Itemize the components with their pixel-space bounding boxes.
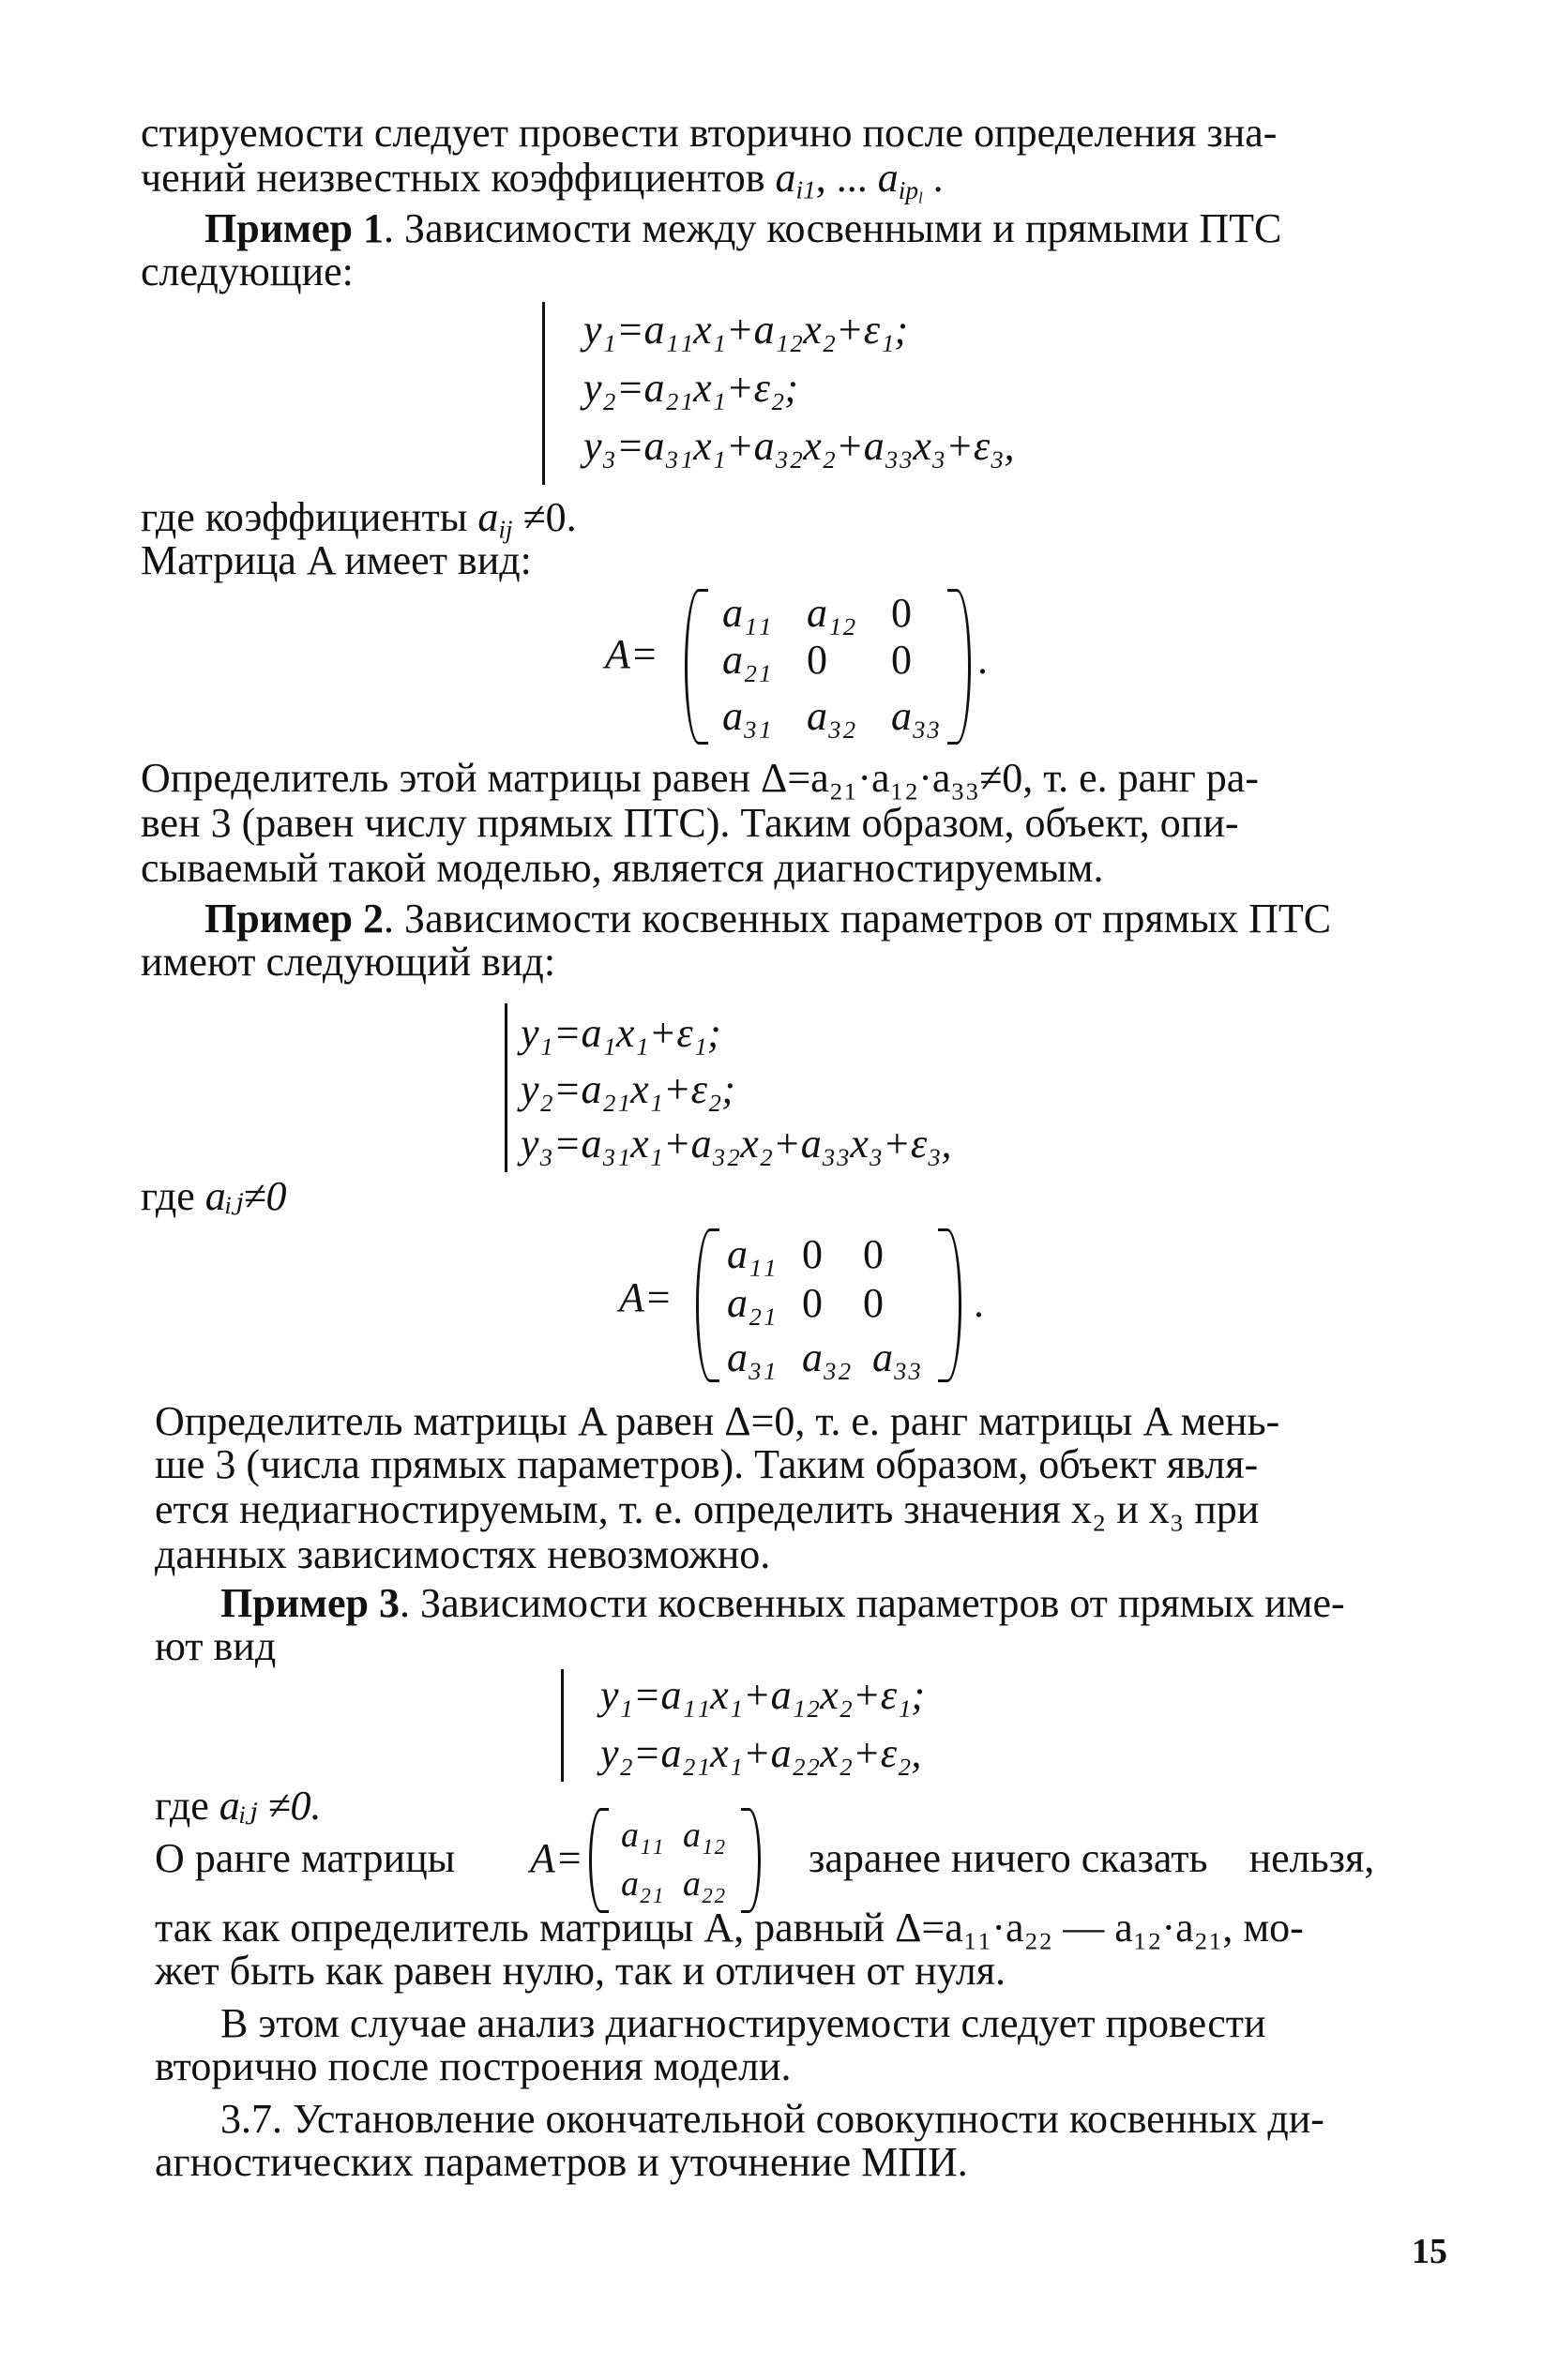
example3-eq-2: y₂=a₂₁x₁+a₂₂x₂+ε₂, bbox=[600, 1730, 922, 1776]
section-heading-2: агностических параметров и уточнение МПИ. bbox=[155, 2139, 968, 2185]
example2-conclusion-1: Определитель матрицы A равен Δ=0, т. е. ранг матрицы A мень- bbox=[155, 1398, 1280, 1444]
example1-eq-3: y₃=a₃₁x₁+a₃₂x₂+a₃₃x₃+ε₃, bbox=[583, 423, 1015, 469]
example3-heading: Пример 3. Зависимости косвенных параметров от прямых име- bbox=[220, 1580, 1345, 1626]
matrix-cell: a₁₁ bbox=[727, 1231, 777, 1277]
final-paragraph-2: вторично после построения модели. bbox=[155, 2043, 792, 2089]
example1-line2: следующие: bbox=[141, 249, 354, 294]
example1-matrix-end: . bbox=[977, 637, 988, 683]
example2-eq-1: y₁=a₁x₁+ε₁; bbox=[521, 1010, 721, 1056]
example3-matrix-left-paren bbox=[589, 1808, 609, 1913]
matrix-cell: 0 bbox=[807, 637, 827, 683]
matrix-cell: a₃₃ bbox=[872, 1334, 922, 1380]
matrix-cell: a₃₂ bbox=[802, 1334, 852, 1380]
example2-matrix-label: A= bbox=[619, 1274, 673, 1320]
matrix-cell: 0 bbox=[863, 1231, 884, 1277]
matrix-cell: 0 bbox=[891, 590, 912, 636]
intro-line-2: чений неизвестных коэффициентов $a_{i1}$, ... $a_{ip_l}$ . bbox=[141, 155, 944, 207]
example1-conclusion-1: Определитель этой матрицы равен Δ=a₂₁·a₁₂·a₃₃≠0, т. е. ранг ра- bbox=[141, 755, 1259, 801]
example1-eq-2: y₂=a₂₁x₁+ε₂; bbox=[583, 365, 798, 411]
example3-conclusion-1: так как определитель матрицы A, равный Δ=a₁₁·a₂₂ — a₁₂·a₂₁, мо- bbox=[155, 1905, 1304, 1951]
example1-matrix-label: A= bbox=[605, 631, 658, 677]
matrix-cell: a₃₁ bbox=[722, 693, 772, 739]
matrix-cell: 0 bbox=[891, 637, 912, 683]
example2-where: где aᵢⱼ≠0 bbox=[141, 1173, 287, 1219]
intro-line-1: стируемости следует провести вторично после определения зна- bbox=[141, 110, 1278, 156]
example1-eq-1: y₁=a₁₁x₁+a₁₂x₂+ε₁; bbox=[583, 307, 909, 353]
matrix-cell: a₁₂ bbox=[807, 590, 856, 636]
matrix-cell: a₁₁ bbox=[722, 590, 772, 636]
example2-matrix-right-paren bbox=[938, 1228, 961, 1382]
example2-conclusion-2: ше 3 (числа прямых параметров). Таким образом, объект явля- bbox=[155, 1441, 1259, 1487]
example3-rank-start: О ранге матрицы bbox=[155, 1835, 456, 1881]
section-heading-1: 3.7. Установление окончательной совокупности косвенных ди- bbox=[220, 2096, 1324, 2142]
example1-where: где коэффициенты $a_{ij} \ne 0$. bbox=[141, 494, 577, 544]
matrix-cell: a₂₁ bbox=[722, 637, 772, 683]
example1-conclusion-2: вен 3 (равен числу прямых ПТС). Таким образом, объект, опи- bbox=[141, 800, 1239, 846]
example2-eq-3: y₃=a₃₁x₁+a₃₂x₂+a₃₃x₃+ε₃, bbox=[521, 1121, 952, 1167]
example3-matrix-label: A= bbox=[530, 1835, 583, 1881]
example2-conclusion-3: ется недиагностируемым, т. е. определить значения x₂ и x₃ при bbox=[155, 1486, 1260, 1532]
example2-matrix-end: . bbox=[974, 1280, 984, 1326]
matrix-cell: 0 bbox=[802, 1231, 823, 1277]
example2-line2: имеют следующий вид: bbox=[141, 939, 556, 985]
matrix-cell: a₃₃ bbox=[891, 693, 941, 739]
example3-system-brace bbox=[561, 1669, 564, 1782]
example1-matrix-right-paren bbox=[947, 589, 971, 745]
example2-heading: Пример 2. Зависимости косвенных параметров от прямых ПТС bbox=[204, 896, 1332, 941]
page-number: 15 bbox=[1412, 2232, 1447, 2271]
example2-conclusion-4: данных зависимостях невозможно. bbox=[155, 1531, 771, 1577]
example2-eq-2: y₂=a₂₁x₁+ε₂; bbox=[521, 1066, 735, 1112]
matrix-cell: a₁₁ bbox=[621, 1815, 664, 1855]
matrix-cell: a₃₂ bbox=[807, 693, 856, 739]
example1-matrix-left-paren bbox=[685, 589, 708, 745]
example2-matrix-left-paren bbox=[696, 1228, 719, 1382]
example1-system-brace bbox=[542, 302, 545, 485]
final-paragraph-1: В этом случае анализ диагностируемости следует провести bbox=[220, 2000, 1266, 2046]
example3-line2: ют вид bbox=[155, 1623, 277, 1669]
matrix-cell: a₂₂ bbox=[683, 1864, 726, 1904]
matrix-cell: 0 bbox=[802, 1280, 823, 1326]
matrix-cell: a₂₁ bbox=[621, 1864, 664, 1904]
example1-heading: Пример 1. Зависимости между косвенными и прямыми ПТС bbox=[204, 205, 1282, 251]
example3-rank-end: заранее ничего сказать нельзя, bbox=[809, 1835, 1375, 1881]
example3-matrix-right-paren bbox=[741, 1808, 761, 1913]
example1-conclusion-3: сываемый такой моделью, является диагностируемым. bbox=[141, 845, 1104, 891]
matrix-cell: a₂₁ bbox=[727, 1280, 777, 1326]
matrix-cell: a₁₂ bbox=[683, 1815, 726, 1855]
matrix-cell: a₃₁ bbox=[727, 1334, 777, 1380]
example2-system-brace bbox=[505, 1003, 507, 1172]
example3-eq-1: y₁=a₁₁x₁+a₁₂x₂+ε₁; bbox=[600, 1672, 926, 1718]
example3-conclusion-2: жет быть как равен нулю, так и отличен от нуля. bbox=[155, 1948, 1006, 1994]
matrix-cell: 0 bbox=[863, 1280, 884, 1326]
example3-where: где aᵢⱼ ≠0. bbox=[155, 1783, 322, 1829]
example1-matrix-intro: Матрица A имеет вид: bbox=[141, 537, 532, 583]
